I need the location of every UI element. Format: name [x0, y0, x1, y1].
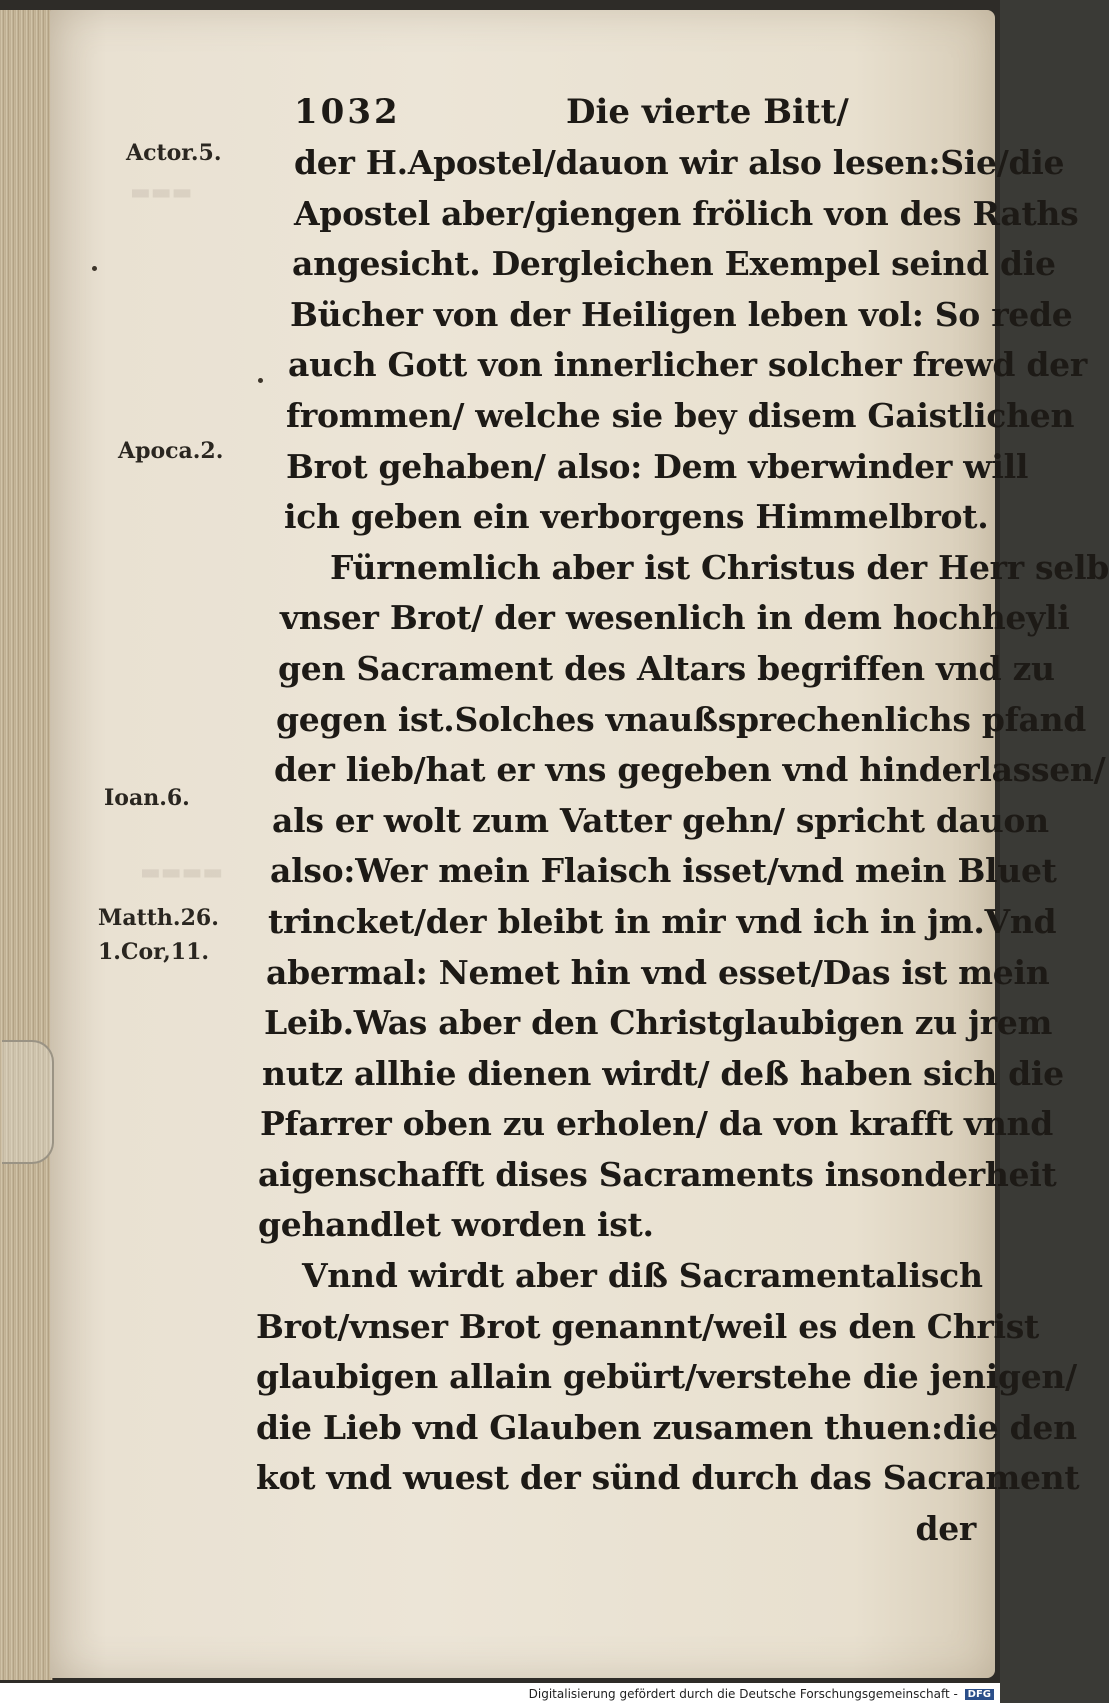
- margin-note-ioan: Ioan.6.: [104, 785, 190, 811]
- page-clip: [2, 1040, 54, 1164]
- page-number: 1032: [294, 92, 401, 132]
- ink-dot: [92, 266, 97, 271]
- book-edge: [0, 10, 53, 1680]
- text-line: Pfarrer oben zu erholen/ da von krafft vnnd: [260, 1104, 1053, 1144]
- text-line: Apostel aber/giengen frölich von des Raths: [294, 193, 1079, 233]
- text-line: angesicht. Dergleichen Exempel seind die: [292, 244, 1056, 284]
- text-line: also:Wer mein Flaisch isset/vnd mein Bluet: [270, 851, 1057, 891]
- text-line: trincket/der bleibt in mir vnd ich in jm.Vnd: [268, 901, 1057, 941]
- margin-note-apoca: Apoca.2.: [118, 438, 224, 464]
- text-line: gegen ist.Solches vnaußsprechenlichs pfand: [276, 699, 1087, 739]
- running-head: Die vierte Bitt/: [566, 92, 849, 132]
- margin-note-matth: Matth.26.: [98, 905, 219, 931]
- dfg-logo: DFG: [965, 1689, 994, 1700]
- text-line: gen Sacrament des Altars begriffen vnd zu: [278, 648, 1055, 688]
- text-line: kot vnd wuest der sünd durch das Sacrament: [256, 1458, 1080, 1498]
- text-block: [236, 92, 1109, 1555]
- text-line: Bücher von der Heiligen leben vol: So rede: [290, 294, 1073, 334]
- text-line: vnser Brot/ der wesenlich in dem hochheyli: [280, 598, 1070, 638]
- text-line: auch Gott von innerlicher solcher frewd der: [288, 345, 1087, 385]
- page-header: [236, 92, 976, 138]
- text-line: Leib.Was aber den Christglaubigen zu jrem: [264, 1003, 1053, 1043]
- text-line: Brot/vnser Brot genannt/weil es den Christ: [256, 1306, 1039, 1346]
- text-line: gehandlet worden ist.: [258, 1205, 654, 1245]
- show-through-mark: ▬▬▬▬: [140, 860, 224, 885]
- text-line: der lieb/hat er vns gegeben vnd hinderlassen/: [274, 750, 1106, 790]
- footer-bar: [0, 1683, 1000, 1703]
- text-line: der H.Apostel/dauon wir also lesen:Sie/die: [294, 143, 1065, 182]
- catchword: der: [915, 1509, 976, 1549]
- text-line: aigenschafft dises Sacraments insonderheit: [258, 1154, 1057, 1194]
- text-line: frommen/ welche sie bey disem Gaistlichen: [286, 395, 1075, 435]
- footer-credit-text: Digitalisierung gefördert durch die Deutsche Forschungsgemeinschaft: [528, 1687, 950, 1701]
- text-line: ich geben ein verborgens Himmelbrot.: [284, 497, 989, 537]
- margin-note-cor: 1.Cor,11.: [98, 939, 210, 965]
- text-line: glaubigen allain gebürt/verstehe die jenigen/: [256, 1357, 1077, 1397]
- text-line: Fürnemlich aber ist Christus der Herr selb: [330, 547, 1109, 587]
- text-line: nutz allhie dienen wirdt/ deß haben sich die: [262, 1053, 1064, 1093]
- text-line: abermal: Nemet hin vnd esset/Das ist mein: [266, 952, 1050, 992]
- footer-credit: Digitalisierung gefördert durch die Deutsche Forschungsgemeinschaft - DFG: [529, 1687, 994, 1701]
- text-line: Vnnd wirdt aber diß Sacramentalisch: [302, 1256, 983, 1296]
- text-line: als er wolt zum Vatter gehn/ spricht dauon: [272, 800, 1049, 840]
- text-line: die Lieb vnd Glauben zusamen thuen:die den: [256, 1407, 1077, 1447]
- show-through-mark: ▬▬▬: [130, 180, 193, 205]
- text-line: Brot gehaben/ also: Dem vberwinder will: [286, 446, 1029, 486]
- margin-note-actor: Actor.5.: [126, 140, 222, 166]
- body-text: [236, 138, 1109, 1555]
